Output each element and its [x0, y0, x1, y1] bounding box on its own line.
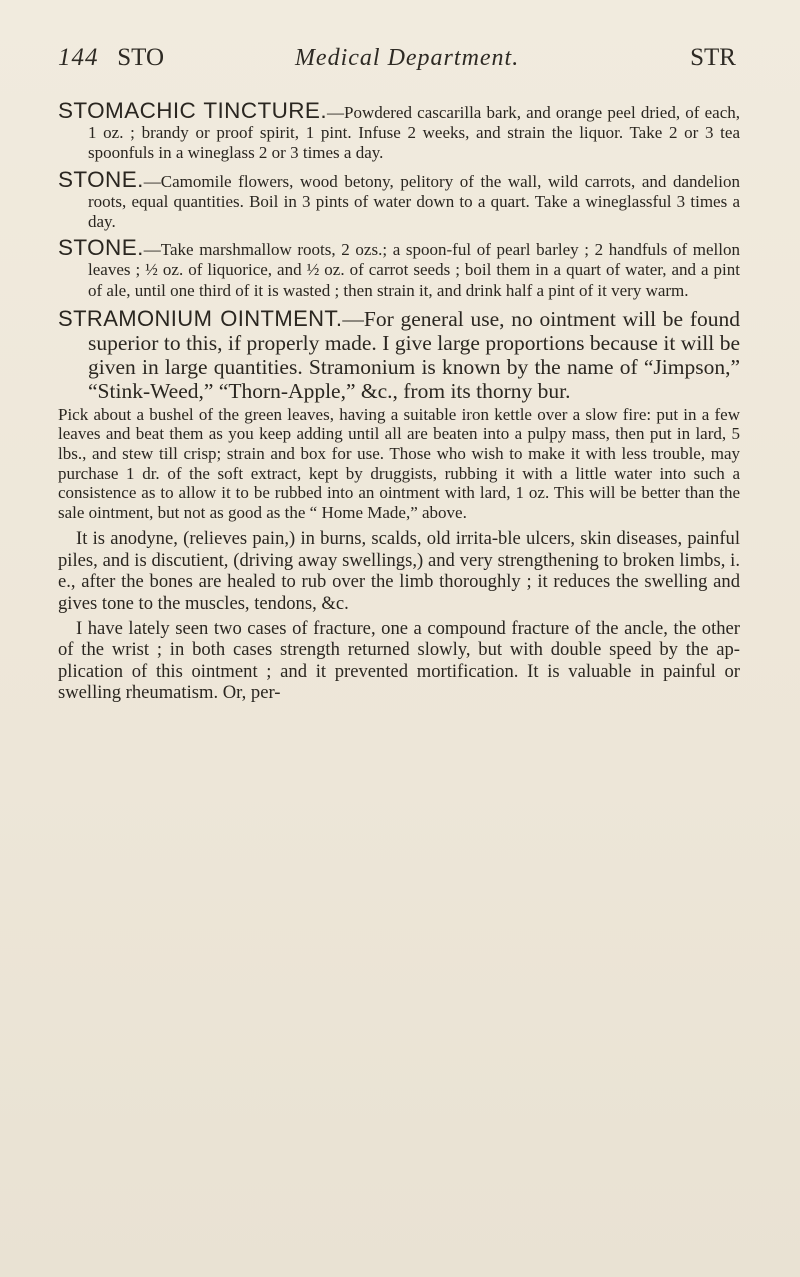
running-head — [58, 0, 740, 80]
entry-stone-2 — [58, 235, 740, 301]
page-content — [58, 98, 741, 704]
entry-body: —Camomile flowers, wood betony, pelitory of the wall, wild carrots, and dandelion roots, equal quantities. Boil in 3 pints of water down to a quart. Take a wineglassful 3 times a day. — [88, 171, 740, 232]
right-guide-word: STR — [690, 44, 736, 71]
entry-heading: STOMACHIC TINCTURE. — [58, 98, 327, 123]
entry-stomachic-tincture — [58, 98, 741, 164]
entry-body: —Take marshmallow roots, 2 ozs.; a spoon-ful of pearl barley ; 2 handfuls of mellon leaves ; ½ oz. of liquorice, and ½ oz. of carrot seeds ; boil them in a quart of water, and a pint of ale, until one third of it is wasted ; then strain it, and drink half a pint of it very warm. — [88, 240, 740, 300]
entry-heading: STONE. — [58, 166, 144, 192]
entry-heading: STRAMONIUM OINTMENT. — [58, 305, 343, 331]
department-title: Medical Department. — [294, 45, 520, 71]
paragraph-cases: I have lately seen two cases of fracture, one a compound fracture of the ancle, the other of the wrist ; in both cases strength returned slowly, but with double speed by the ap-plication of this ointment ; and it prevented mortification. It is valuable in painful or swelling rheumatism. Or, per- — [58, 618, 740, 704]
page-number: 144 — [58, 44, 99, 71]
paragraph-uses: It is anodyne, (relieves pain,) in burns, scalds, old irrita-ble ulcers, skin diseases, painful piles, and is discutient, (driving away swellings,) and very strengthening to broken limbs, i. e., after the bones are healed to rub over the limb thoroughly ; it reduces the swelling and gives tone to the muscles, tendons, &c. — [58, 528, 740, 614]
entry-body: —For general use, no ointment will be found superior to this, if properly made. I give large proportions because it will be given in large quantities. Stramonium is known by the name of “Jimpson,” “Stink-Weed,” “Thorn-Apple,” &c., from its thorny bur. — [88, 306, 740, 403]
entry-heading: STONE. — [58, 235, 144, 261]
entry-stramonium-ointment — [58, 305, 740, 403]
left-guide-word: STO — [117, 44, 165, 71]
paragraph-preparation: Pick about a bushel of the green leaves, having a suitable iron kettle over a slow fire: put in a few leaves and beat them as you keep adding until all are beaten into a pulpy mass, then put in lard, 5 lbs., and stew till crisp; strain and box for use. Those who wish to make it with less trouble, may purchase 1 dr. of the soft extract, kept by druggists, rubbing it with a little water into such a consistence as to allow it to be rubbed into an ointment with lard, 1 oz. This will be better than the sale ointment, but not as good as the “ Home Made,” above. — [58, 404, 740, 522]
entry-stone-1 — [58, 166, 740, 233]
entry-body: —Powdered cascarilla bark, and orange peel dried, of each, 1 oz. ; brandy or proof spirit, 1 pint. Infuse 2 weeks, and strain the liquor. Take 2 or 3 tea spoonfuls in a wineglass 2 or 3 times a day. — [88, 103, 741, 163]
